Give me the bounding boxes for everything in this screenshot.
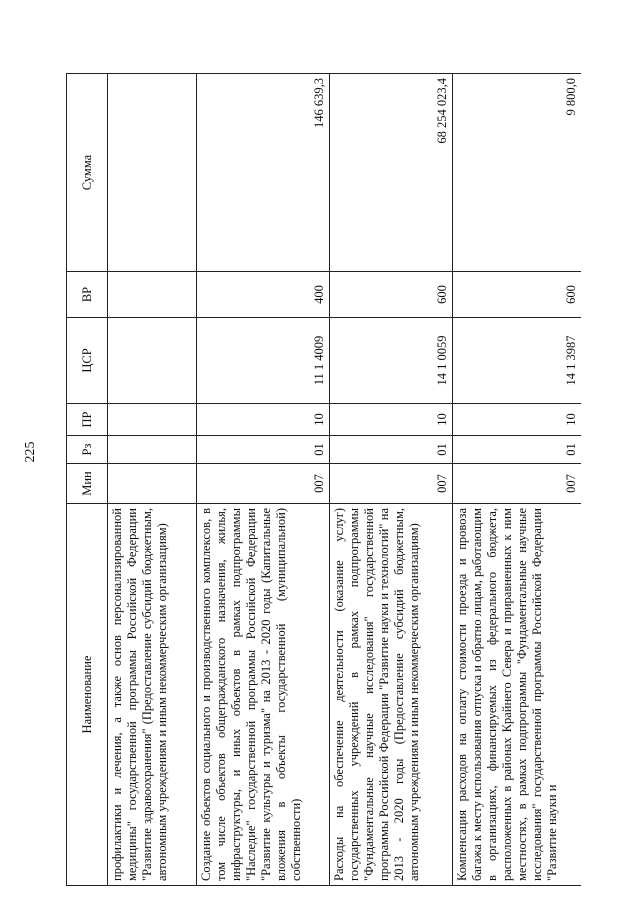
header-name: Наименование <box>67 504 108 886</box>
row-min: 007 <box>330 464 453 504</box>
header-rz: Рз <box>67 436 108 464</box>
row-sum: 68 254 023,4 <box>330 74 453 272</box>
row-vr: 600 <box>330 272 453 318</box>
row-vr: 600 <box>453 272 582 318</box>
row-csr <box>108 318 197 404</box>
row-pr: 10 <box>197 404 330 436</box>
row-rz <box>108 436 197 464</box>
row-csr: 14 1 3987 <box>453 318 582 404</box>
header-pr: ПР <box>67 404 108 436</box>
row-vr <box>108 272 197 318</box>
row-rz: 01 <box>197 436 330 464</box>
page-number: 225 <box>23 441 38 463</box>
row-vr: 400 <box>197 272 330 318</box>
row-pr: 10 <box>330 404 453 436</box>
row-rz: 01 <box>330 436 453 464</box>
row-name: Расходы на обеспечение деятельности (оказание услуг) государственных учреждений в рамках подпрограммы "Фундаментальные научные исследования" государственной программы Российской Федерации "Развитие науки и технологий" на 2013 - 2020 годы (Предоставление субсидий бюджетным, автономным учреждениям и иным некоммерческим организациям) <box>330 504 453 886</box>
row-pr: 10 <box>453 404 582 436</box>
header-min: Мин <box>67 464 108 504</box>
header-row <box>67 74 108 886</box>
row-csr: 14 1 0059 <box>330 318 453 404</box>
row-min: 007 <box>197 464 330 504</box>
row-min: 007 <box>453 464 582 504</box>
row-sum: 9 800,0 <box>453 74 582 272</box>
table-row <box>453 74 582 886</box>
header-csr: ЦСР <box>67 318 108 404</box>
row-rz: 01 <box>453 436 582 464</box>
row-pr <box>108 404 197 436</box>
row-name: Создание объектов социального и производственного комплексов, в том числе объектов общегражданского назначения, жилья, инфраструктуры, и иных объектов в рамках подпрограммы "Наследие" государственной программы Российской Федерации "Развитие культуры и туризма" на 2013 - 2020 годы (Капитальные вложения в объекты государственной (муниципальной) собственности) <box>197 504 330 886</box>
table-row <box>108 74 197 886</box>
header-sum: Сумма <box>67 74 108 272</box>
row-sum: 146 639,3 <box>197 74 330 272</box>
budget-table <box>66 73 581 886</box>
budget-table-sheet <box>66 5 626 910</box>
row-name: Компенсация расходов на оплату стоимости проезда и провоза багажа к месту использования отпуска и обратно лицам, работающим в организациях, финансируемых из федерального бюджета, расположенных в районах Крайнего Севера и приравненных к ним местностях, в рамках подпрограммы "Фундаментальные научные исследования" государственной программы Российской Федерации "Развитие науки и <box>453 504 582 886</box>
table-row <box>197 74 330 886</box>
header-vr: ВР <box>67 272 108 318</box>
row-csr: 11 1 4009 <box>197 318 330 404</box>
row-min <box>108 464 197 504</box>
row-name: профилактики и лечения, а также основ персонализированной медицины" государственной программы Российской Федерации "Развитие здравоохранения" (Предоставление субсидий бюджетным, автономным учреждениям и иным некоммерческим организациям) <box>108 504 197 886</box>
row-sum <box>108 74 197 272</box>
table-row <box>330 74 453 886</box>
